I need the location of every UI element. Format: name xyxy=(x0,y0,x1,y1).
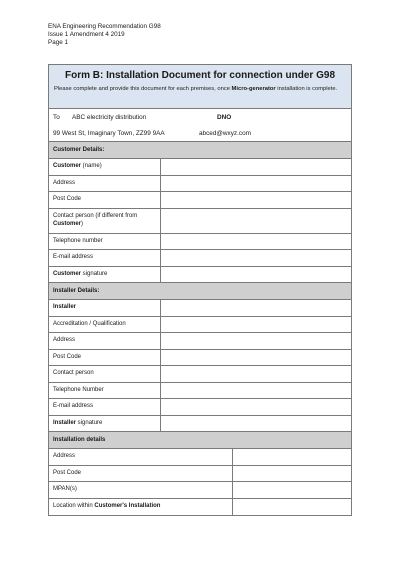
installation-field-value[interactable] xyxy=(233,499,351,516)
installation-field-value[interactable] xyxy=(233,482,351,498)
installer-field-label: Address xyxy=(49,333,161,349)
installer-field-label: Accreditation / Qualification xyxy=(49,317,161,333)
instructions-suffix: installation is complete. xyxy=(275,86,338,92)
dno-address: 99 West St, Imaginary Town, ZZ99 9AA xyxy=(53,130,165,137)
installer-row xyxy=(49,366,351,383)
customer-field-label: Post Code xyxy=(49,192,161,208)
installation-form xyxy=(48,64,352,516)
installation-field-label: Address xyxy=(49,449,233,465)
customer-field-value[interactable] xyxy=(161,209,351,233)
installer-field-value[interactable] xyxy=(161,399,351,415)
standard-name: ENA Engineering Recommendation G98 xyxy=(48,23,161,30)
issue-line: Issue 1 Amendment 4 2019 xyxy=(48,30,125,38)
customer-field-value[interactable] xyxy=(161,176,351,192)
customer-row xyxy=(49,159,351,176)
installer-field-value[interactable] xyxy=(161,317,351,333)
customer-field-value[interactable] xyxy=(161,159,351,175)
installer-row xyxy=(49,317,351,334)
installation-row xyxy=(49,466,351,483)
installer-row xyxy=(49,333,351,350)
installer-field-label: Installer signature xyxy=(49,416,161,432)
installation-details-table xyxy=(49,449,351,515)
installer-field-label: Post Code xyxy=(49,350,161,366)
installer-field-label: Contact person xyxy=(49,366,161,382)
installation-row xyxy=(49,499,351,516)
dno-email: abced@wxyz.com xyxy=(199,130,251,137)
page-header xyxy=(48,23,161,46)
customer-field-label: E-mail address xyxy=(49,250,161,266)
installation-field-label: Post Code xyxy=(49,466,233,482)
customer-field-label: Address xyxy=(49,176,161,192)
installation-field-label: MPAN(s) xyxy=(49,482,233,498)
recipient-block xyxy=(49,109,351,142)
installer-field-value[interactable] xyxy=(161,383,351,399)
installer-details-heading: Installer Details: xyxy=(49,283,351,300)
page-number: Page 1 xyxy=(48,38,68,46)
customer-row xyxy=(49,250,351,267)
customer-details-table xyxy=(49,159,351,283)
installer-field-value[interactable] xyxy=(161,333,351,349)
customer-row xyxy=(49,234,351,251)
customer-field-value[interactable] xyxy=(161,250,351,266)
form-title: Form B: Installation Document for connection under G98 xyxy=(64,70,336,81)
customer-row xyxy=(49,267,351,284)
installation-field-label: Location within Customer's Installation xyxy=(49,499,233,516)
customer-field-label: Contact person (if different from Customer) xyxy=(49,209,161,233)
installer-field-value[interactable] xyxy=(161,416,351,432)
form-title-block xyxy=(49,65,351,109)
installer-row xyxy=(49,300,351,317)
dno-name: ABC electricity distribution xyxy=(72,114,147,121)
dno-label: DNO xyxy=(217,114,232,121)
customer-field-value[interactable] xyxy=(161,234,351,250)
installer-field-label: E-mail address xyxy=(49,399,161,415)
installation-details-heading: Installation details xyxy=(49,432,351,449)
installer-row xyxy=(49,383,351,400)
to-label: To xyxy=(53,114,60,121)
customer-details-heading: Customer Details: xyxy=(49,142,351,159)
installation-field-value[interactable] xyxy=(233,449,351,465)
installer-row xyxy=(49,416,351,433)
customer-field-value[interactable] xyxy=(161,192,351,208)
installer-field-value[interactable] xyxy=(161,350,351,366)
installer-row xyxy=(49,350,351,367)
installer-field-label: Installer xyxy=(49,300,161,316)
customer-row xyxy=(49,209,351,234)
form-instructions xyxy=(53,86,347,94)
customer-field-label: Customer (name) xyxy=(49,159,161,175)
installer-field-label: Telephone Number xyxy=(49,383,161,399)
customer-row xyxy=(49,176,351,193)
customer-field-label: Customer signature xyxy=(49,267,161,283)
instructions-prefix: Please complete and provide this document for each premises, once xyxy=(54,86,232,92)
instructions-bold: Micro-generator xyxy=(231,86,276,92)
customer-field-value[interactable] xyxy=(161,267,351,283)
installation-field-value[interactable] xyxy=(233,466,351,482)
installation-row xyxy=(49,482,351,499)
customer-row xyxy=(49,192,351,209)
installer-row xyxy=(49,399,351,416)
installer-details-table xyxy=(49,300,351,432)
installation-row xyxy=(49,449,351,466)
customer-field-label: Telephone number xyxy=(49,234,161,250)
installer-field-value[interactable] xyxy=(161,300,351,316)
installer-field-value[interactable] xyxy=(161,366,351,382)
